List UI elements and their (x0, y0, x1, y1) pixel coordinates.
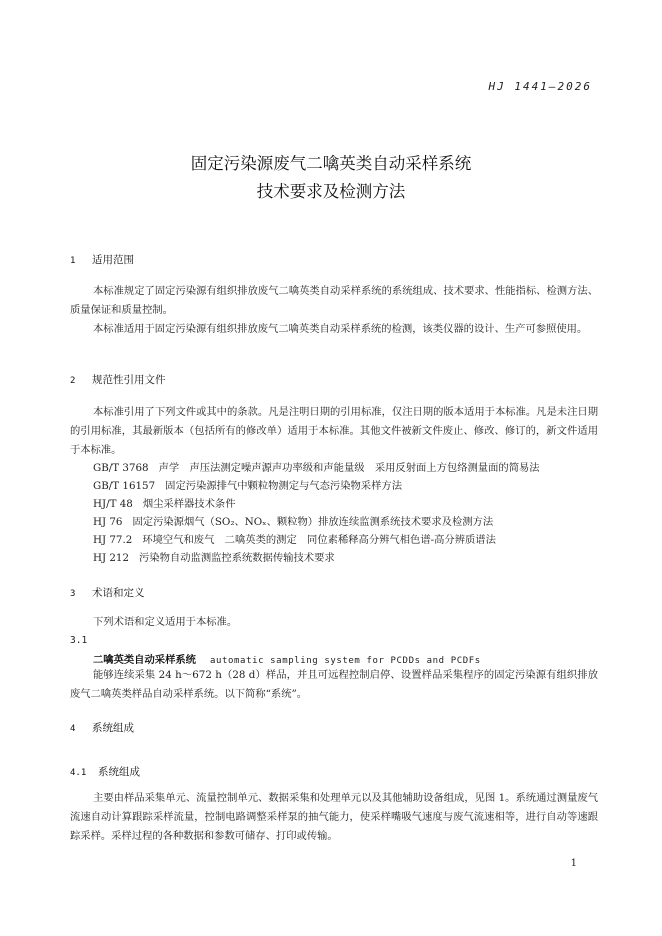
reference-code: HJ 77.2 (93, 534, 133, 546)
reference-item (93, 477, 613, 495)
reference-title: 烟尘采样器技术条件 (142, 498, 236, 510)
section-title: 适用范围 (92, 254, 134, 266)
subsection-4-1-heading (70, 764, 140, 779)
reference-code: HJ 76 (93, 516, 123, 528)
section-title: 规范性引用文件 (92, 374, 166, 386)
reference-code: HJ 212 (93, 552, 130, 564)
reference-item (93, 531, 613, 549)
section-number: 1 (70, 256, 76, 266)
section-2-heading (70, 372, 166, 387)
reference-title: 固定污染源烟气（SO₂、NOₓ、颗粒物）排放连续监测系统技术要求及检测方法 (132, 516, 494, 528)
document-title-line-1: 固定污染源废气二噙英类自动采样系统 (190, 154, 472, 173)
standard-number: HJ 1441—2026 (488, 80, 592, 93)
section-title: 术语和定义 (92, 587, 145, 599)
section-3-paragraph-1: 下列术语和定义适用于本标准。 (93, 616, 238, 628)
term-definition: 能够连续采集 24 h～672 h（28 d）样品，并且可远程控制启停、设置样品采集程序的固定污染源有组织排放废气二噙英类样品自动采样系统。以下简称“系统”。 (70, 669, 598, 700)
reference-item (93, 549, 613, 567)
reference-title: 污染物自动监测监控系统数据传输技术要求 (139, 552, 335, 564)
reference-title: 环境空气和废气 二噙英类的测定 同位素稀释高分辨气相色谱-高分辨质谱法 (142, 534, 496, 546)
reference-item (93, 513, 613, 531)
subsection-number: 4.1 (70, 768, 87, 778)
section-number: 4 (70, 724, 76, 734)
term-chinese: 二噙英类自动采样系统 (93, 654, 196, 666)
reference-title: 声学 声压法测定噪声源声功率级和声能量级 采用反射面上方包络测量面的简易法 (158, 462, 540, 474)
reference-item (93, 459, 613, 477)
subsection-title: 系统组成 (98, 766, 140, 778)
reference-title: 固定污染源排气中颗粒物测定与气态污染物采样方法 (165, 480, 402, 492)
term-entry (93, 651, 481, 666)
section-4-heading (70, 720, 134, 735)
term-english: automatic sampling system for PCDDs and PCDFs (209, 656, 481, 666)
section-1-paragraph-2: 本标准适用于固定污染源有组织排放废气二噙英类自动采样系统的检测，该类仪器的设计、生产可参照使用。 (93, 323, 588, 335)
section-number: 3 (70, 589, 76, 599)
document-title-line-2: 技术要求及检测方法 (256, 182, 406, 201)
reference-code: HJ/T 48 (93, 498, 133, 510)
section-2-paragraph-1: 本标准引用了下列文件或其中的条款。凡是注明日期的引用标准，仅注日期的版本适用于本标准。凡是未注日期的引用标准，其最新版本（包括所有的修改单）适用于本标准。其他文件被新文件废止、修改、修订的，新文件适用于本标准。 (70, 406, 598, 456)
section-4-paragraph-1: 主要由样品采集单元、流量控制单元、数据采集和处理单元以及其他辅助设备组成，见图 1。系统通过测量废气流速自动计算跟踪采样流量，控制电路调整采样泵的抽气能力，使采样嘴吸气速度与废气流速相等，进行自动等速跟踪采样。采样过程的各种数据和参数可储存、打印或传输。 (70, 792, 598, 842)
page-number: 1 (570, 858, 577, 869)
section-3-heading (70, 585, 145, 600)
subsection-number: 3.1 (70, 635, 88, 646)
reference-item (93, 495, 613, 513)
section-title: 系统组成 (92, 722, 134, 734)
section-number: 2 (70, 376, 76, 386)
reference-code: GB/T 3768 (93, 462, 149, 474)
reference-code: GB/T 16157 (93, 480, 156, 492)
section-1-heading (70, 252, 134, 267)
section-1-paragraph-1: 本标准规定了固定污染源有组织排放废气二噙英类自动采样系统的系统组成、技术要求、性能指标、检测方法、质量保证和质量控制。 (70, 285, 598, 316)
